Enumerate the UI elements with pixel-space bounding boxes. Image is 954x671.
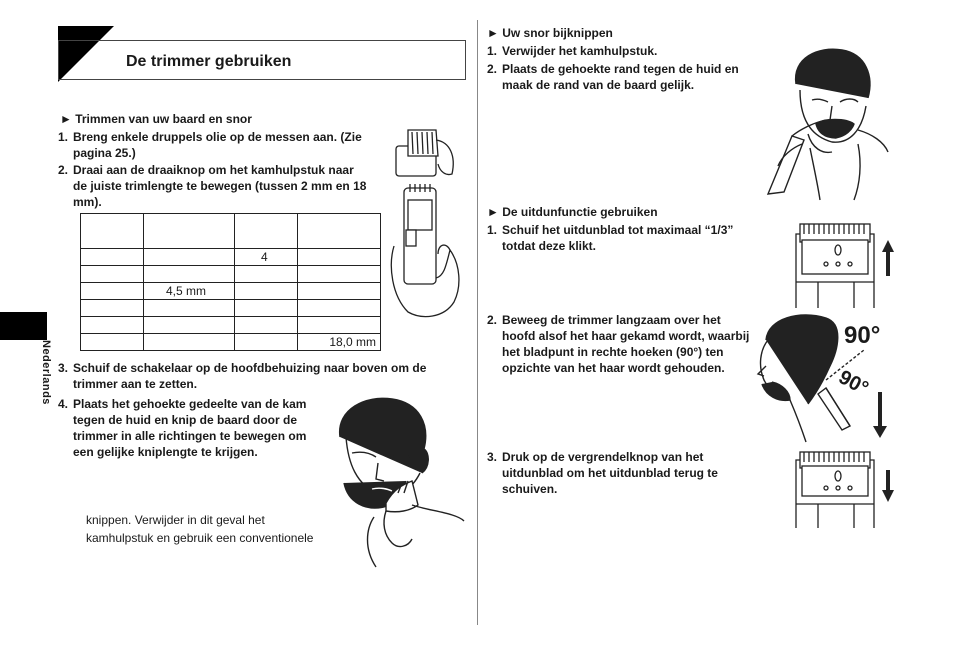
language-tab-marker <box>0 312 47 340</box>
step-number: 4. <box>58 397 69 411</box>
step-text: Schuif de schakelaar op de hoofdbehuizing naar boven om de trimmer aan te zetten. <box>73 361 427 391</box>
thinning-blade-retracted-illustration <box>792 448 896 528</box>
step-number: 1. <box>487 223 498 237</box>
table-cell <box>81 300 144 317</box>
table-cell <box>298 249 381 266</box>
step-text: Breng enkele druppels olie op de messen aan. (Zie pagina 25.) <box>73 130 362 160</box>
step-4 <box>58 396 320 460</box>
snor-step-2 <box>487 61 757 93</box>
thinning-blade-extended-illustration <box>792 220 896 308</box>
table-cell <box>81 214 144 249</box>
table-row <box>81 283 381 300</box>
table-cell <box>235 266 298 283</box>
table-cell <box>235 300 298 317</box>
table-cell: 4 <box>235 249 298 266</box>
step-text: Plaats de gehoekte rand tegen de huid en maak de rand van de baard gelijk. <box>502 62 739 92</box>
step-number: 2. <box>487 62 498 76</box>
table-row <box>81 317 381 334</box>
table-cell <box>144 266 235 283</box>
trim-length-table <box>80 213 381 351</box>
trimmer-with-comb-illustration <box>388 126 468 322</box>
step-text: Verwijder het kamhulpstuk. <box>502 44 658 58</box>
table-cell <box>81 283 144 300</box>
step-text: Druk op de vergrendelknop van het uitdunblad om het uitdunblad terug te schuiven. <box>502 450 718 496</box>
table-cell <box>81 266 144 283</box>
table-row <box>81 300 381 317</box>
moustache-trimming-illustration <box>762 44 896 202</box>
step-text: Draai aan de draaiknop om het kamhulpstuk naar de juiste trimlengte te bewegen (tussen 2 mm en 18 mm). <box>73 163 367 209</box>
step-number: 1. <box>487 44 498 58</box>
step-text: Schuif het uitdunblad tot maximaal “1/3” totdat deze klikt. <box>502 223 734 253</box>
table-cell <box>81 249 144 266</box>
table-row <box>81 334 381 351</box>
thinning-step-1 <box>487 222 767 254</box>
table-cell <box>235 317 298 334</box>
angle-label-upper: 90° <box>844 322 881 349</box>
table-cell <box>235 214 298 249</box>
beard-trimming-illustration <box>326 393 466 573</box>
table-row <box>81 249 381 266</box>
table-cell: 4,5 mm <box>144 283 235 300</box>
step-number: 3. <box>487 450 498 464</box>
step-number: 2. <box>487 313 498 327</box>
step-text: Plaats het gehoekte gedeelte van de kam tegen de huid en knip de baard door de trimmer in alle richtingen te bewegen om een gelijke kniplengte te krijgen. <box>73 397 307 459</box>
table-cell <box>144 317 235 334</box>
table-row <box>81 266 381 283</box>
table-cell <box>81 317 144 334</box>
step-number: 1. <box>58 130 69 144</box>
language-label: Nederlands <box>40 340 52 405</box>
table-cell <box>235 283 298 300</box>
table-cell <box>298 317 381 334</box>
section-heading-moustache: ► Uw snor bijknippen <box>487 26 613 40</box>
page-title: De trimmer gebruiken <box>126 53 292 70</box>
step-number: 2. <box>58 163 69 177</box>
thinning-step-2 <box>487 312 757 376</box>
step-text: Beweeg de trimmer langzaam over het hoofd alsof het haar gekamd wordt, waarbij het bladpunt in rechte hoeken (90°) ten opzichte van het haar wordt gehouden. <box>502 313 750 375</box>
section-heading-thinning: ► De uitdunfunctie gebruiken <box>487 205 658 219</box>
note-line-2: kamhulpstuk en gebruik een conventionele <box>86 531 314 545</box>
section-heading-beard: ► Trimmen van uw baard en snor <box>60 112 252 126</box>
thinning-step-3 <box>487 449 757 497</box>
note-line-1: knippen. Verwijder in dit geval het <box>86 513 265 527</box>
table-cell <box>235 334 298 351</box>
snor-step-1 <box>487 43 757 59</box>
table-cell <box>298 214 381 249</box>
table-cell <box>144 249 235 266</box>
table-cell <box>144 334 235 351</box>
table-cell <box>298 266 381 283</box>
table-cell: 18,0 mm <box>298 334 381 351</box>
table-row <box>81 214 381 249</box>
table-cell <box>144 214 235 249</box>
column-divider <box>477 20 478 625</box>
table-cell <box>298 300 381 317</box>
angle-label-lower: 90° <box>834 366 872 400</box>
table-cell <box>298 283 381 300</box>
step-3 <box>58 360 470 392</box>
table-cell <box>81 334 144 351</box>
step-1 <box>58 129 378 161</box>
step-number: 3. <box>58 361 69 375</box>
step-2 <box>58 162 368 210</box>
table-cell <box>144 300 235 317</box>
